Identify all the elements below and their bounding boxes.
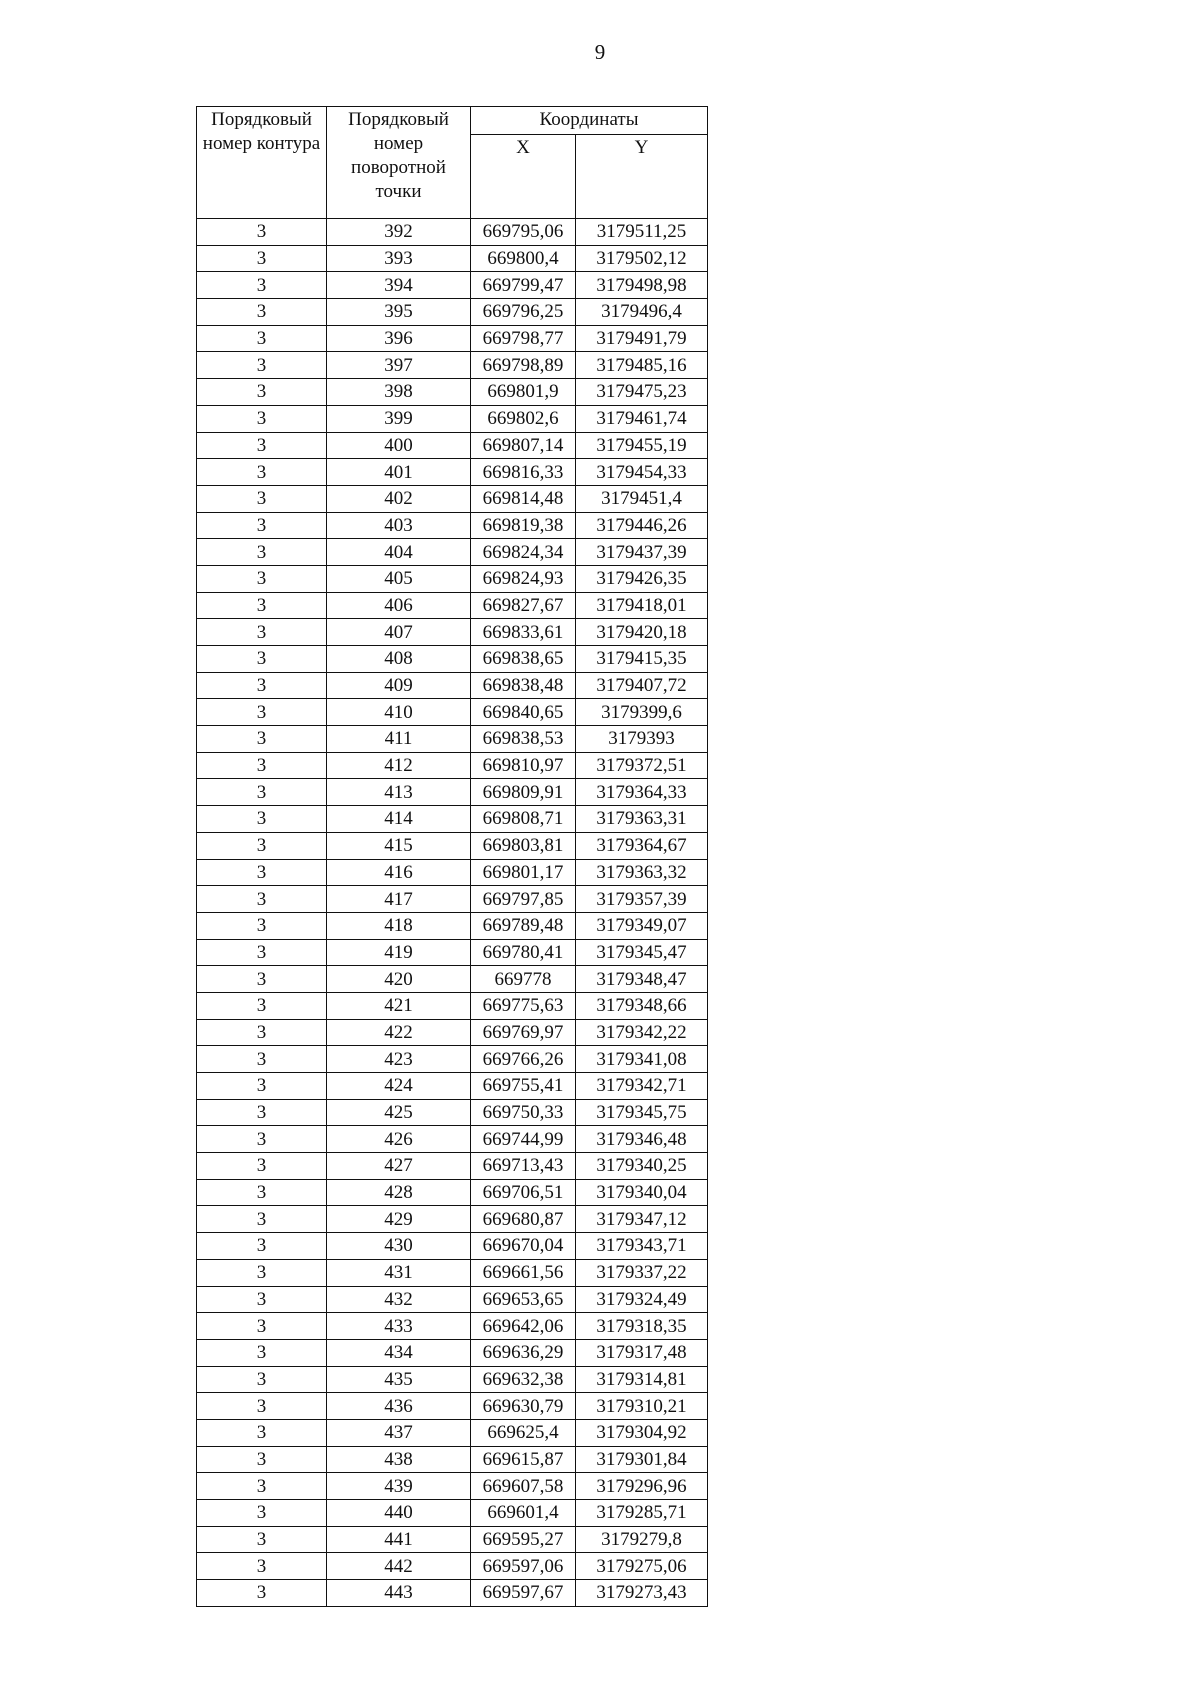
cell-point-number: 396	[327, 325, 471, 352]
cell-y: 3179273,43	[576, 1580, 708, 1607]
cell-point-number: 417	[327, 886, 471, 913]
cell-contour-number: 3	[197, 272, 327, 299]
cell-contour-number: 3	[197, 539, 327, 566]
cell-x: 669778	[471, 966, 576, 993]
cell-x: 669840,65	[471, 699, 576, 726]
cell-point-number: 439	[327, 1473, 471, 1500]
cell-point-number: 440	[327, 1500, 471, 1527]
cell-x: 669827,67	[471, 592, 576, 619]
cell-point-number: 401	[327, 459, 471, 486]
table-row	[197, 912, 708, 939]
cell-y: 3179324,49	[576, 1286, 708, 1313]
cell-y: 3179301,84	[576, 1446, 708, 1473]
cell-y: 3179475,23	[576, 379, 708, 406]
cell-y: 3179348,47	[576, 966, 708, 993]
cell-contour-number: 3	[197, 1206, 327, 1233]
cell-y: 3179347,12	[576, 1206, 708, 1233]
cell-x: 669744,99	[471, 1126, 576, 1153]
cell-x: 669706,51	[471, 1179, 576, 1206]
cell-y: 3179337,22	[576, 1259, 708, 1286]
cell-contour-number: 3	[197, 912, 327, 939]
cell-y: 3179279,8	[576, 1526, 708, 1553]
cell-contour-number: 3	[197, 1126, 327, 1153]
cell-y: 3179437,39	[576, 539, 708, 566]
cell-x: 669670,04	[471, 1233, 576, 1260]
cell-point-number: 438	[327, 1446, 471, 1473]
cell-point-number: 405	[327, 565, 471, 592]
cell-x: 669838,48	[471, 672, 576, 699]
cell-y: 3179318,35	[576, 1313, 708, 1340]
table-row	[197, 1419, 708, 1446]
table-row	[197, 726, 708, 753]
cell-contour-number: 3	[197, 1046, 327, 1073]
cell-contour-number: 3	[197, 1259, 327, 1286]
cell-x: 669801,17	[471, 859, 576, 886]
cell-point-number: 423	[327, 1046, 471, 1073]
cell-point-number: 431	[327, 1259, 471, 1286]
cell-x: 669775,63	[471, 992, 576, 1019]
cell-x: 669798,77	[471, 325, 576, 352]
table-row	[197, 1233, 708, 1260]
table-row	[197, 299, 708, 326]
cell-point-number: 410	[327, 699, 471, 726]
cell-contour-number: 3	[197, 1286, 327, 1313]
cell-y: 3179340,04	[576, 1179, 708, 1206]
cell-point-number: 434	[327, 1339, 471, 1366]
cell-y: 3179461,74	[576, 405, 708, 432]
cell-y: 3179364,33	[576, 779, 708, 806]
table-row	[197, 459, 708, 486]
cell-contour-number: 3	[197, 886, 327, 913]
cell-point-number: 425	[327, 1099, 471, 1126]
cell-x: 669769,97	[471, 1019, 576, 1046]
cell-x: 669661,56	[471, 1259, 576, 1286]
cell-x: 669607,58	[471, 1473, 576, 1500]
cell-point-number: 441	[327, 1526, 471, 1553]
cell-contour-number: 3	[197, 992, 327, 1019]
cell-point-number: 416	[327, 859, 471, 886]
cell-x: 669755,41	[471, 1073, 576, 1100]
cell-y: 3179345,75	[576, 1099, 708, 1126]
table-row	[197, 1019, 708, 1046]
cell-contour-number: 3	[197, 325, 327, 352]
cell-x: 669801,9	[471, 379, 576, 406]
table-row	[197, 219, 708, 246]
table-row	[197, 699, 708, 726]
table-row	[197, 1153, 708, 1180]
cell-x: 669595,27	[471, 1526, 576, 1553]
table-row	[197, 245, 708, 272]
cell-y: 3179364,67	[576, 832, 708, 859]
table-row	[197, 646, 708, 673]
cell-contour-number: 3	[197, 832, 327, 859]
cell-y: 3179304,92	[576, 1419, 708, 1446]
cell-point-number: 435	[327, 1366, 471, 1393]
cell-y: 3179498,98	[576, 272, 708, 299]
cell-x: 669615,87	[471, 1446, 576, 1473]
cell-point-number: 403	[327, 512, 471, 539]
cell-contour-number: 3	[197, 245, 327, 272]
cell-x: 669795,06	[471, 219, 576, 246]
cell-y: 3179407,72	[576, 672, 708, 699]
cell-x: 669816,33	[471, 459, 576, 486]
cell-y: 3179511,25	[576, 219, 708, 246]
cell-contour-number: 3	[197, 485, 327, 512]
cell-contour-number: 3	[197, 966, 327, 993]
cell-y: 3179454,33	[576, 459, 708, 486]
cell-y: 3179399,6	[576, 699, 708, 726]
cell-point-number: 437	[327, 1419, 471, 1446]
table-row	[197, 405, 708, 432]
cell-point-number: 412	[327, 752, 471, 779]
cell-x: 669780,41	[471, 939, 576, 966]
table-row	[197, 1179, 708, 1206]
cell-x: 669808,71	[471, 806, 576, 833]
table-row	[197, 1073, 708, 1100]
cell-contour-number: 3	[197, 1233, 327, 1260]
cell-y: 3179426,35	[576, 565, 708, 592]
cell-contour-number: 3	[197, 1179, 327, 1206]
cell-x: 669625,4	[471, 1419, 576, 1446]
cell-contour-number: 3	[197, 806, 327, 833]
table-row	[197, 592, 708, 619]
cell-point-number: 400	[327, 432, 471, 459]
cell-y: 3179346,48	[576, 1126, 708, 1153]
table-row	[197, 1313, 708, 1340]
table-row	[197, 432, 708, 459]
cell-contour-number: 3	[197, 939, 327, 966]
cell-x: 669597,67	[471, 1580, 576, 1607]
header-coordinates: Координаты	[471, 107, 708, 135]
cell-point-number: 442	[327, 1553, 471, 1580]
cell-point-number: 420	[327, 966, 471, 993]
cell-y: 3179343,71	[576, 1233, 708, 1260]
cell-x: 669601,4	[471, 1500, 576, 1527]
table-row	[197, 1259, 708, 1286]
table-row	[197, 859, 708, 886]
cell-contour-number: 3	[197, 726, 327, 753]
cell-y: 3179317,48	[576, 1339, 708, 1366]
cell-y: 3179451,4	[576, 485, 708, 512]
cell-x: 669632,38	[471, 1366, 576, 1393]
cell-point-number: 404	[327, 539, 471, 566]
cell-x: 669810,97	[471, 752, 576, 779]
header-y: Y	[576, 135, 708, 219]
cell-x: 669797,85	[471, 886, 576, 913]
table-row	[197, 1526, 708, 1553]
cell-contour-number: 3	[197, 1366, 327, 1393]
table-row	[197, 672, 708, 699]
cell-point-number: 422	[327, 1019, 471, 1046]
cell-point-number: 399	[327, 405, 471, 432]
cell-y: 3179348,66	[576, 992, 708, 1019]
cell-x: 669800,4	[471, 245, 576, 272]
cell-point-number: 424	[327, 1073, 471, 1100]
table-row	[197, 1206, 708, 1233]
cell-y: 3179455,19	[576, 432, 708, 459]
cell-y: 3179285,71	[576, 1500, 708, 1527]
cell-contour-number: 3	[197, 752, 327, 779]
table-row	[197, 886, 708, 913]
cell-point-number: 443	[327, 1580, 471, 1607]
cell-y: 3179420,18	[576, 619, 708, 646]
cell-contour-number: 3	[197, 1553, 327, 1580]
cell-point-number: 407	[327, 619, 471, 646]
cell-contour-number: 3	[197, 1099, 327, 1126]
table-header	[197, 107, 708, 219]
cell-contour-number: 3	[197, 646, 327, 673]
cell-point-number: 409	[327, 672, 471, 699]
cell-point-number: 421	[327, 992, 471, 1019]
cell-x: 669803,81	[471, 832, 576, 859]
cell-y: 3179349,07	[576, 912, 708, 939]
cell-point-number: 419	[327, 939, 471, 966]
cell-contour-number: 3	[197, 352, 327, 379]
cell-x: 669824,34	[471, 539, 576, 566]
header-contour-number: Порядковый номер контура	[197, 107, 327, 219]
cell-x: 669789,48	[471, 912, 576, 939]
cell-contour-number: 3	[197, 459, 327, 486]
cell-y: 3179342,71	[576, 1073, 708, 1100]
cell-point-number: 418	[327, 912, 471, 939]
cell-x: 669680,87	[471, 1206, 576, 1233]
table-row	[197, 1500, 708, 1527]
coordinates-table	[196, 106, 708, 1607]
cell-contour-number: 3	[197, 512, 327, 539]
cell-point-number: 432	[327, 1286, 471, 1313]
cell-point-number: 398	[327, 379, 471, 406]
table-row	[197, 1446, 708, 1473]
table-row	[197, 619, 708, 646]
table-row	[197, 272, 708, 299]
cell-y: 3179393	[576, 726, 708, 753]
cell-point-number: 392	[327, 219, 471, 246]
cell-point-number: 413	[327, 779, 471, 806]
cell-y: 3179415,35	[576, 646, 708, 673]
table-row	[197, 1339, 708, 1366]
table-row	[197, 832, 708, 859]
cell-contour-number: 3	[197, 1393, 327, 1420]
cell-y: 3179491,79	[576, 325, 708, 352]
cell-x: 669597,06	[471, 1553, 576, 1580]
cell-y: 3179418,01	[576, 592, 708, 619]
cell-point-number: 430	[327, 1233, 471, 1260]
table-row	[197, 1473, 708, 1500]
cell-contour-number: 3	[197, 1580, 327, 1607]
cell-x: 669809,91	[471, 779, 576, 806]
cell-point-number: 428	[327, 1179, 471, 1206]
cell-y: 3179502,12	[576, 245, 708, 272]
cell-x: 669833,61	[471, 619, 576, 646]
cell-x: 669819,38	[471, 512, 576, 539]
cell-x: 669824,93	[471, 565, 576, 592]
table-body	[197, 219, 708, 1607]
cell-x: 669807,14	[471, 432, 576, 459]
cell-x: 669642,06	[471, 1313, 576, 1340]
cell-contour-number: 3	[197, 592, 327, 619]
cell-x: 669750,33	[471, 1099, 576, 1126]
cell-point-number: 397	[327, 352, 471, 379]
table-row	[197, 1286, 708, 1313]
cell-y: 3179485,16	[576, 352, 708, 379]
cell-contour-number: 3	[197, 1419, 327, 1446]
header-x: X	[471, 135, 576, 219]
cell-contour-number: 3	[197, 1073, 327, 1100]
cell-contour-number: 3	[197, 299, 327, 326]
table-row	[197, 512, 708, 539]
cell-contour-number: 3	[197, 1339, 327, 1366]
cell-contour-number: 3	[197, 565, 327, 592]
page-number: 9	[594, 40, 606, 64]
cell-point-number: 433	[327, 1313, 471, 1340]
cell-contour-number: 3	[197, 699, 327, 726]
table-row	[197, 752, 708, 779]
table-row	[197, 352, 708, 379]
cell-y: 3179314,81	[576, 1366, 708, 1393]
cell-y: 3179363,31	[576, 806, 708, 833]
cell-point-number: 426	[327, 1126, 471, 1153]
cell-x: 669838,53	[471, 726, 576, 753]
cell-contour-number: 3	[197, 1446, 327, 1473]
table-row	[197, 1046, 708, 1073]
table-row	[197, 485, 708, 512]
cell-point-number: 411	[327, 726, 471, 753]
cell-contour-number: 3	[197, 1473, 327, 1500]
cell-contour-number: 3	[197, 779, 327, 806]
table-row	[197, 966, 708, 993]
cell-contour-number: 3	[197, 1526, 327, 1553]
table-row	[197, 379, 708, 406]
cell-point-number: 429	[327, 1206, 471, 1233]
cell-contour-number: 3	[197, 1500, 327, 1527]
cell-contour-number: 3	[197, 1153, 327, 1180]
table-row	[197, 1393, 708, 1420]
cell-contour-number: 3	[197, 432, 327, 459]
cell-x: 669814,48	[471, 485, 576, 512]
table-row	[197, 806, 708, 833]
cell-point-number: 394	[327, 272, 471, 299]
cell-x: 669802,6	[471, 405, 576, 432]
cell-y: 3179357,39	[576, 886, 708, 913]
cell-x: 669766,26	[471, 1046, 576, 1073]
cell-x: 669796,25	[471, 299, 576, 326]
cell-point-number: 415	[327, 832, 471, 859]
table-row	[197, 325, 708, 352]
cell-point-number: 408	[327, 646, 471, 673]
cell-x: 669838,65	[471, 646, 576, 673]
cell-point-number: 414	[327, 806, 471, 833]
cell-y: 3179341,08	[576, 1046, 708, 1073]
cell-y: 3179340,25	[576, 1153, 708, 1180]
cell-y: 3179275,06	[576, 1553, 708, 1580]
cell-contour-number: 3	[197, 219, 327, 246]
cell-y: 3179496,4	[576, 299, 708, 326]
cell-y: 3179363,32	[576, 859, 708, 886]
cell-x: 669636,29	[471, 1339, 576, 1366]
cell-y: 3179345,47	[576, 939, 708, 966]
cell-point-number: 395	[327, 299, 471, 326]
cell-y: 3179310,21	[576, 1393, 708, 1420]
table-row	[197, 539, 708, 566]
table-row	[197, 1099, 708, 1126]
cell-x: 669799,47	[471, 272, 576, 299]
cell-point-number: 393	[327, 245, 471, 272]
cell-x: 669713,43	[471, 1153, 576, 1180]
table-row	[197, 565, 708, 592]
cell-point-number: 406	[327, 592, 471, 619]
header-point-number: Порядковый номер поворотной точки	[327, 107, 471, 219]
cell-contour-number: 3	[197, 405, 327, 432]
cell-y: 3179296,96	[576, 1473, 708, 1500]
cell-contour-number: 3	[197, 1019, 327, 1046]
cell-contour-number: 3	[197, 672, 327, 699]
table-row	[197, 1366, 708, 1393]
cell-y: 3179372,51	[576, 752, 708, 779]
table-row	[197, 779, 708, 806]
cell-x: 669630,79	[471, 1393, 576, 1420]
cell-x: 669798,89	[471, 352, 576, 379]
table-row	[197, 992, 708, 1019]
cell-point-number: 427	[327, 1153, 471, 1180]
cell-contour-number: 3	[197, 859, 327, 886]
cell-contour-number: 3	[197, 619, 327, 646]
cell-point-number: 436	[327, 1393, 471, 1420]
cell-x: 669653,65	[471, 1286, 576, 1313]
cell-y: 3179342,22	[576, 1019, 708, 1046]
cell-y: 3179446,26	[576, 512, 708, 539]
cell-contour-number: 3	[197, 379, 327, 406]
cell-point-number: 402	[327, 485, 471, 512]
cell-contour-number: 3	[197, 1313, 327, 1340]
table-row	[197, 1580, 708, 1607]
table-row	[197, 1126, 708, 1153]
table-row	[197, 1553, 708, 1580]
table-row	[197, 939, 708, 966]
